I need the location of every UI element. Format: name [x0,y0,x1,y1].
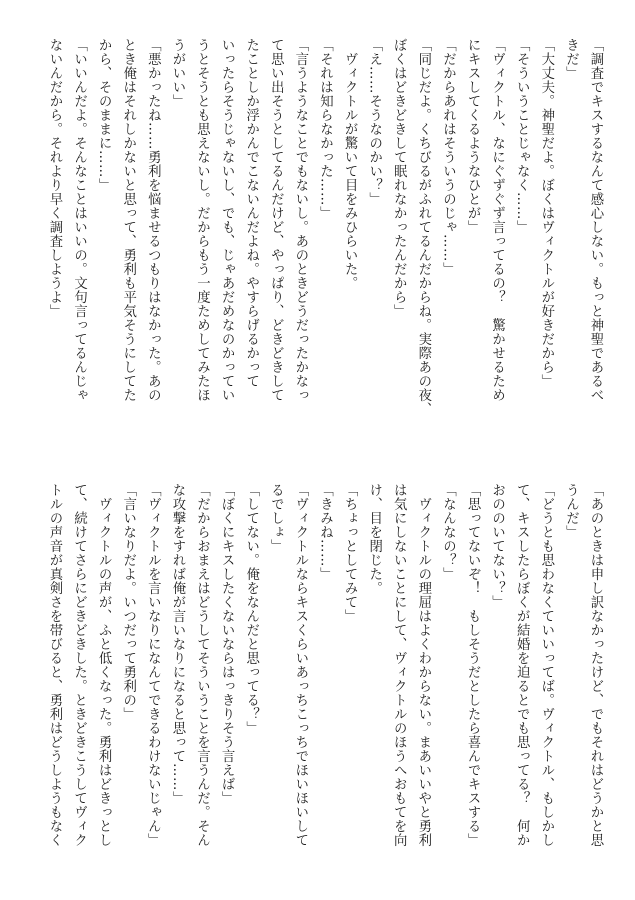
text-line: ヴィクトルの声が、ふと低くなった。勇利はどきっとし [96,483,112,847]
text-line: 「ヴィクトルを言いなりになんてできるわけないじゃん」 [145,483,161,847]
text-line: いったらそうじゃないし、でも、じゃあだめなのかってい [219,38,235,402]
text-line: は気にしないことにして、ヴィクトルのほうへおもてを向 [391,483,407,847]
text-line: 「それは知らなかった……」 [317,38,333,220]
text-line: 「きみね……」 [317,483,333,581]
text-line: て、続けてさらにどきどきした。ときどきこうしてヴィク [71,483,87,847]
text-line: ヴィクトルの理屈はよくわからない。まあいいやと勇利 [415,483,431,847]
text-line: て思い出そうとしてるんだけど、やっぱり、どきどきして [268,38,284,402]
text-line: るでしょ」 [268,483,284,553]
text-line: 「悪かったね……勇利を悩ませるつもりはなかった。あの [145,38,161,402]
text-line: うとそうとも思えないし。だからもう一度ためしてみたほ [194,38,210,402]
text-line: 「言いなりだよ。いつだって勇利の」 [120,483,136,721]
text-line: とき俺はそれしかないと思って、勇利も平気そうにしてた [120,38,136,402]
text-line: たことしか浮かんでこないんだよね。やすらげるかって [243,38,259,388]
text-line: うんだ」 [563,483,579,539]
text-line: 「同じだよ。くちびるがふれてるんだからね。実際あの夜、 [415,38,431,416]
text-line: ぼくはどきどきして眠れなかったんだから」 [391,38,407,318]
text-line: 「思ってないぞ！ もしそうだとしたら喜んでキスする」 [465,483,481,847]
text-line: ヴィクトルが驚いて目をみひらいた。 [342,38,358,290]
text-line: 「ちょっとしてみて」 [342,483,358,623]
text-column-top [46,38,607,443]
text-line: にキスしてくるようなひとが」 [465,38,481,234]
text-line: 「調査でキスするなんて感心しない。もっと神聖であるべ [588,38,603,402]
text-line: きだ」 [563,38,579,80]
text-line: 「どうとも思わなくていいってば。ヴィクトル、もしかし [538,483,554,847]
text-line: 「大丈夫。神聖だよ。ぼくはヴィクトルが好きだから」 [538,38,554,388]
text-line: トルの声音が真剣さを帯びると、勇利はどうしようもなく [46,483,62,847]
text-line: 「してない。俺をなんだと思ってる？」 [243,483,259,735]
text-line: から、そのままに……」 [96,38,112,192]
text-line: な攻撃をすれば俺が言いなりになると思って……」 [169,483,185,805]
text-line: 「なんなの？」 [440,483,456,581]
text-line: 「ヴィクトルならキスくらいあっちこっちでほいほいして [292,483,308,847]
text-line: 「だからおまえはどうしてそういうことを言うんだ。そん [194,483,210,847]
text-line: 「ヴィクトル、なにぐずぐず言ってるの？ 驚かせるため [489,38,505,402]
text-line: 「だからあれはそういうのじゃ……」 [440,38,456,276]
text-line: 「そういうことじゃなく……」 [514,38,530,234]
text-line: 「言うようなことでもないし。あのときどうだったかなっ [292,38,308,402]
text-line: 「いいんだよ。そんなことはいいの。文句言ってるんじゃ [71,38,87,402]
text-column-bottom [46,483,607,888]
text-line: て、キスしたらぼくが結婚を迫るとでも思ってる？ 何か [514,483,530,847]
text-line: け、目を閉じた。 [366,483,382,595]
text-line: 「え……そうなのかい？」 [366,38,382,206]
text-line: うがいい」 [169,38,185,108]
text-line: おののいてない？」 [489,483,505,609]
text-line: ないんだから。それより早く調査しようよ」 [46,38,62,318]
text-line: 「あのときは申し訳なかったけど、でもそれはどうかと思 [588,483,603,847]
text-line: 「ぼくにキスしたくないならはっきりそう言えば」 [219,483,235,805]
